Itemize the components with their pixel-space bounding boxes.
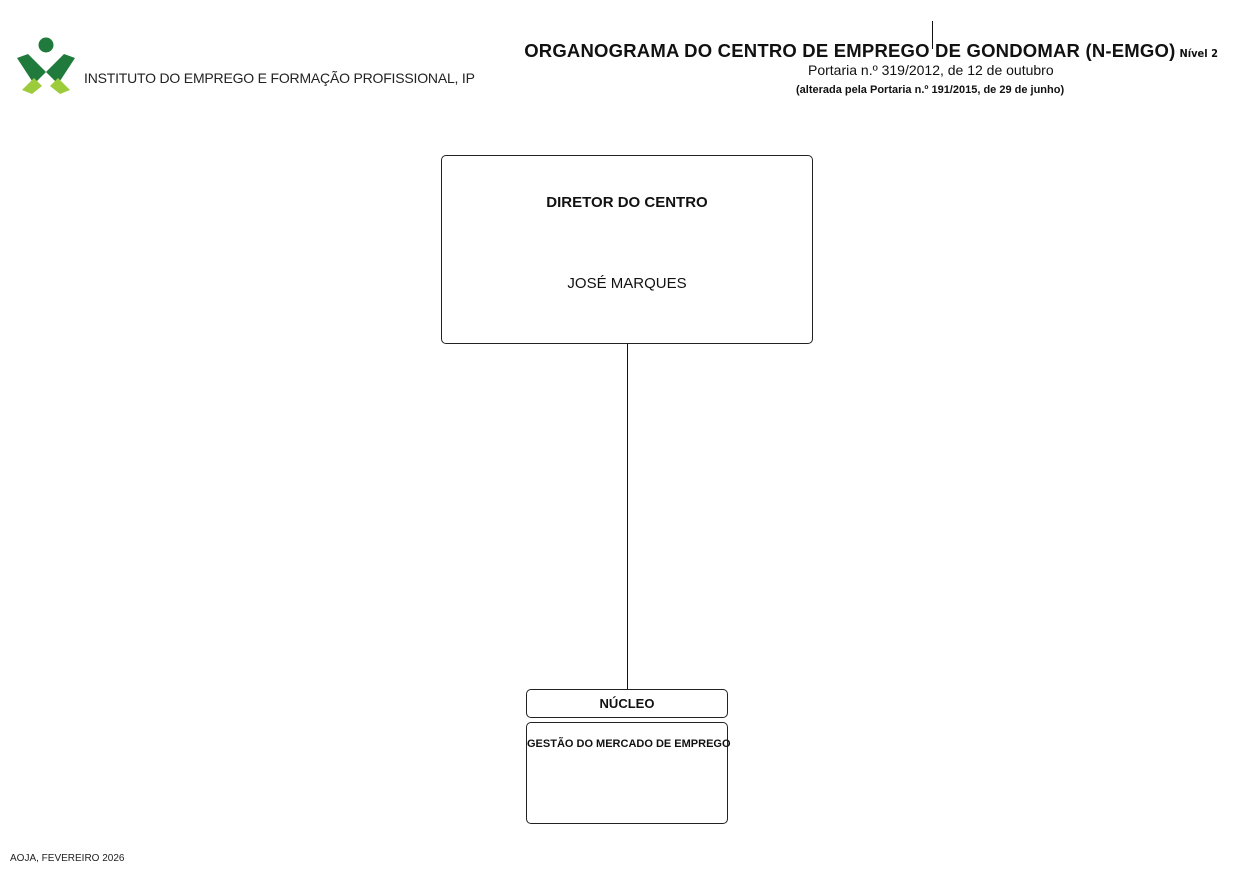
- iefp-logo-icon: [14, 36, 78, 94]
- legal-amendment: (alterada pela Portaria n.º 191/2015, de 29 de junho): [796, 84, 1065, 96]
- logo-head-icon: [39, 38, 54, 53]
- director-name: JOSÉ MARQUES: [567, 275, 687, 292]
- logo-right-limb-icon: [46, 54, 75, 84]
- page-title: ORGANOGRAMA DO CENTRO DE EMPREGO DE GONDOMAR (N-EMGO): [524, 40, 1176, 61]
- director-title: DIRETOR DO CENTRO: [546, 194, 708, 211]
- legal-reference: Portaria n.º 319/2012, de 12 de outubro: [808, 62, 1054, 78]
- logo-lower-right-icon: [50, 78, 70, 94]
- connector-line: [627, 344, 628, 690]
- logo-lower-left-icon: [22, 78, 42, 94]
- footer-text: AOJA, FEVEREIRO 2026: [10, 853, 125, 864]
- nucleo-label: NÚCLEO: [599, 696, 655, 711]
- header-title-block: [524, 40, 1218, 62]
- logo-left-limb-icon: [17, 54, 46, 84]
- unit-label: GESTÃO DO MERCADO DE EMPREGO: [527, 738, 731, 750]
- director-box: [441, 155, 813, 344]
- unit-box: [526, 722, 731, 824]
- level-label: Nível 2: [1179, 47, 1218, 60]
- organization-name: INSTITUTO DO EMPREGO E FORMAÇÃO PROFISSIONAL, IP: [84, 70, 475, 86]
- nucleo-box: [526, 689, 728, 718]
